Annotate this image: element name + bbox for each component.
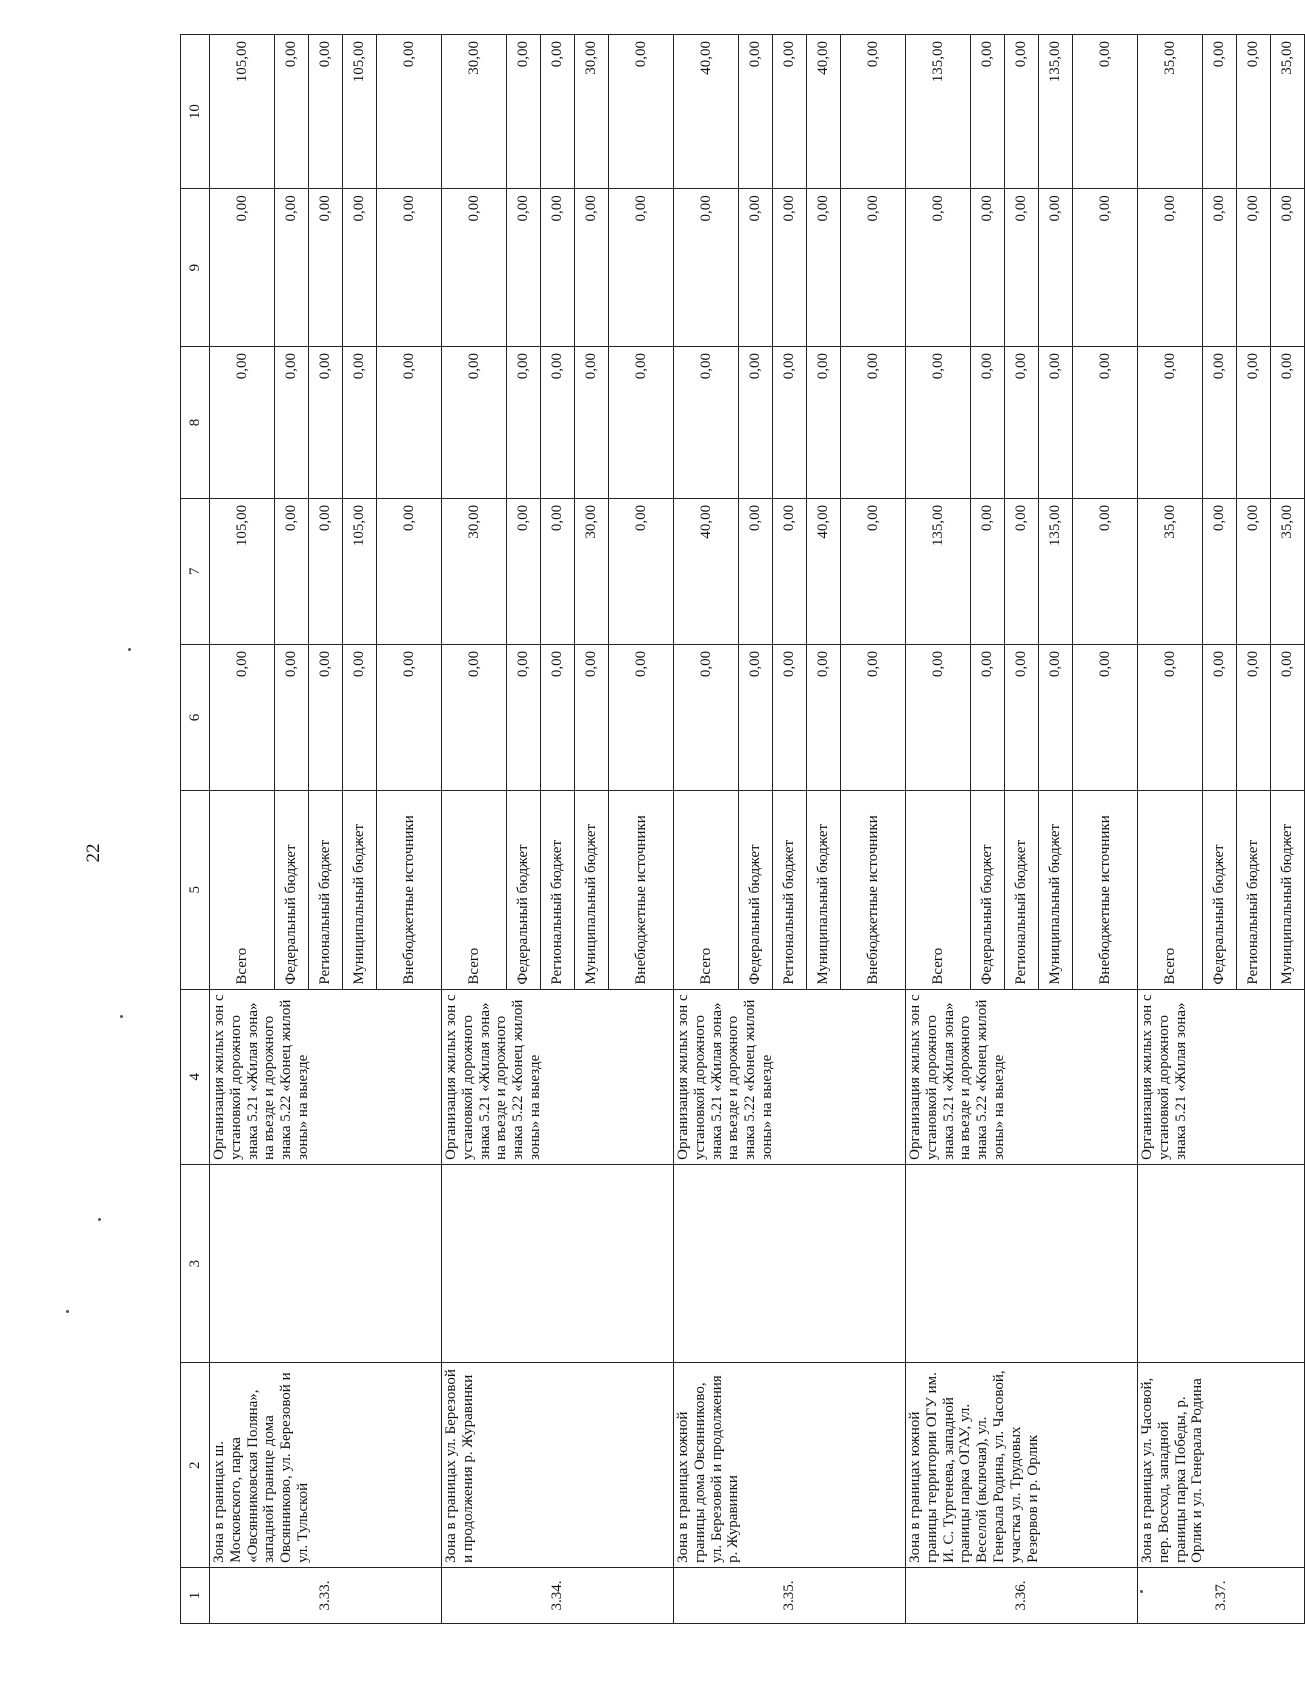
table-body (210, 35, 1305, 1624)
header-cell: 1 (181, 1567, 210, 1623)
table-row (210, 35, 275, 1624)
amount-cell: 135,00 (1039, 498, 1073, 644)
amount-cell: 0,00 (773, 189, 807, 347)
amount-cell: 0,00 (841, 347, 906, 499)
column-3-cell (1138, 1164, 1305, 1363)
section-code-cell: 3.35. (674, 1567, 906, 1623)
amount-cell: 0,00 (1237, 189, 1271, 347)
header-cell: 7 (181, 498, 210, 644)
amount-cell: 0,00 (309, 347, 343, 499)
amount-cell: 0,00 (1005, 35, 1039, 189)
amount-cell: 0,00 (739, 347, 773, 499)
funding-source-cell: Региональный бюджет (541, 790, 575, 989)
amount-cell: 0,00 (807, 644, 841, 790)
section-code-cell: 3.34. (442, 1567, 674, 1623)
funding-source-cell: Региональный бюджет (1237, 790, 1271, 989)
zone-description-cell: Зона в границах ул. Березовой и продолжения р. Журавинки (442, 1363, 674, 1567)
amount-cell: 0,00 (1203, 35, 1237, 189)
amount-cell: 105,00 (343, 35, 377, 189)
funding-source-cell: Всего (674, 790, 739, 989)
scan-speck (98, 1218, 101, 1221)
amount-cell: 0,00 (674, 189, 739, 347)
header-cell: 4 (181, 989, 210, 1164)
amount-cell: 135,00 (906, 35, 971, 189)
amount-cell: 0,00 (210, 644, 275, 790)
header-cell: 5 (181, 790, 210, 989)
amount-cell: 0,00 (1237, 498, 1271, 644)
funding-source-cell: Муниципальный бюджет (1039, 790, 1073, 989)
table-row (906, 35, 971, 1624)
amount-cell: 0,00 (343, 347, 377, 499)
amount-cell: 0,00 (442, 347, 507, 499)
amount-cell: 40,00 (807, 35, 841, 189)
amount-cell: 0,00 (275, 189, 309, 347)
amount-cell: 0,00 (739, 498, 773, 644)
measure-description-cell: Организация жилых зон с установкой дорожного знака 5.21 «Жилая зона» на въезде и дорожного знака 5.22 «Конец жилой зоны» на выезде (210, 989, 442, 1164)
amount-cell: 0,00 (971, 347, 1005, 499)
funding-source-cell: Федеральный бюджет (507, 790, 541, 989)
amount-cell: 0,00 (541, 498, 575, 644)
rotated-table-container (180, 34, 1296, 1624)
amount-cell: 0,00 (1039, 644, 1073, 790)
amount-cell: 0,00 (343, 189, 377, 347)
table-row (1138, 35, 1203, 1624)
amount-cell: 0,00 (609, 189, 674, 347)
amount-cell: 0,00 (1005, 644, 1039, 790)
column-3-cell (442, 1164, 674, 1363)
amount-cell: 0,00 (210, 347, 275, 499)
amount-cell: 0,00 (739, 35, 773, 189)
amount-cell: 35,00 (1271, 498, 1305, 644)
amount-cell: 0,00 (1271, 189, 1305, 347)
amount-cell: 35,00 (1138, 498, 1203, 644)
amount-cell: 0,00 (507, 644, 541, 790)
scan-speck (120, 1015, 123, 1018)
amount-cell: 0,00 (1203, 347, 1237, 499)
amount-cell: 0,00 (841, 35, 906, 189)
amount-cell: 0,00 (210, 189, 275, 347)
amount-cell: 40,00 (674, 498, 739, 644)
amount-cell: 0,00 (1073, 498, 1138, 644)
table-row (674, 35, 739, 1624)
amount-cell: 0,00 (1203, 498, 1237, 644)
amount-cell: 35,00 (1271, 35, 1305, 189)
amount-cell: 0,00 (377, 498, 442, 644)
header-cell: 10 (181, 35, 210, 189)
amount-cell: 0,00 (609, 347, 674, 499)
funding-source-cell: Муниципальный бюджет (807, 790, 841, 989)
header-cell: 6 (181, 644, 210, 790)
amount-cell: 0,00 (442, 644, 507, 790)
amount-cell: 0,00 (541, 644, 575, 790)
amount-cell: 0,00 (1005, 189, 1039, 347)
amount-cell: 135,00 (1039, 35, 1073, 189)
amount-cell: 0,00 (1203, 644, 1237, 790)
amount-cell: 30,00 (442, 498, 507, 644)
amount-cell: 30,00 (575, 498, 609, 644)
amount-cell: 0,00 (575, 347, 609, 499)
amount-cell: 0,00 (609, 35, 674, 189)
measure-description-cell: Организация жилых зон с установкой дорожного знака 5.21 «Жилая зона» на въезде и дорожного знака 5.22 «Конец жилой зоны» на выезде (906, 989, 1138, 1164)
amount-cell: 0,00 (541, 35, 575, 189)
amount-cell: 0,00 (841, 189, 906, 347)
amount-cell: 0,00 (906, 347, 971, 499)
funding-source-cell: Федеральный бюджет (1203, 790, 1237, 989)
amount-cell: 0,00 (841, 498, 906, 644)
amount-cell: 0,00 (739, 644, 773, 790)
funding-source-cell: Муниципальный бюджет (575, 790, 609, 989)
page-number: 22 (83, 843, 104, 863)
amount-cell: 0,00 (343, 644, 377, 790)
amount-cell: 0,00 (1039, 347, 1073, 499)
amount-cell: 0,00 (609, 644, 674, 790)
amount-cell: 105,00 (343, 498, 377, 644)
header-row (181, 35, 210, 1624)
funding-source-cell: Всего (442, 790, 507, 989)
amount-cell: 40,00 (674, 35, 739, 189)
funding-source-cell: Всего (210, 790, 275, 989)
amount-cell: 0,00 (377, 644, 442, 790)
amount-cell: 0,00 (906, 644, 971, 790)
amount-cell: 135,00 (906, 498, 971, 644)
amount-cell: 0,00 (1073, 189, 1138, 347)
column-3-cell (674, 1164, 906, 1363)
funding-source-cell: Внебюджетные источники (1073, 790, 1138, 989)
amount-cell: 0,00 (773, 498, 807, 644)
amount-cell: 0,00 (807, 189, 841, 347)
amount-cell: 0,00 (971, 644, 1005, 790)
header-cell: 8 (181, 347, 210, 499)
amount-cell: 0,00 (309, 644, 343, 790)
amount-cell: 0,00 (773, 35, 807, 189)
amount-cell: 0,00 (575, 644, 609, 790)
funding-source-cell: Муниципальный бюджет (1271, 790, 1305, 989)
amount-cell: 0,00 (1005, 498, 1039, 644)
funding-source-cell: Внебюджетные источники (841, 790, 906, 989)
scan-speck (128, 648, 131, 651)
section-code-cell: 3.37. (1138, 1567, 1305, 1623)
amount-cell: 30,00 (575, 35, 609, 189)
amount-cell: 0,00 (1073, 644, 1138, 790)
funding-source-cell: Региональный бюджет (773, 790, 807, 989)
amount-cell: 0,00 (841, 644, 906, 790)
amount-cell: 0,00 (507, 347, 541, 499)
amount-cell: 0,00 (739, 189, 773, 347)
funding-source-cell: Внебюджетные источники (609, 790, 674, 989)
amount-cell: 0,00 (309, 498, 343, 644)
scan-speck (1140, 1590, 1143, 1593)
amount-cell: 0,00 (377, 347, 442, 499)
funding-source-cell: Федеральный бюджет (275, 790, 309, 989)
amount-cell: 0,00 (1138, 644, 1203, 790)
amount-cell: 0,00 (971, 189, 1005, 347)
amount-cell: 30,00 (442, 35, 507, 189)
amount-cell: 0,00 (971, 498, 1005, 644)
funding-source-cell: Всего (1138, 790, 1203, 989)
amount-cell: 0,00 (1005, 347, 1039, 499)
amount-cell: 0,00 (773, 644, 807, 790)
amount-cell: 0,00 (275, 35, 309, 189)
amount-cell: 35,00 (1138, 35, 1203, 189)
column-3-cell (906, 1164, 1138, 1363)
amount-cell: 0,00 (507, 498, 541, 644)
funding-source-cell: Внебюджетные источники (377, 790, 442, 989)
amount-cell: 0,00 (309, 189, 343, 347)
amount-cell: 0,00 (1039, 189, 1073, 347)
amount-cell: 0,00 (1271, 347, 1305, 499)
section-code-cell: 3.33. (210, 1567, 442, 1623)
zone-description-cell: Зона в границах южной границы дома Овсянниково, ул. Березовой и продолжения р. Журавинки (674, 1363, 906, 1567)
measure-description-cell: Организация жилых зон с установкой дорожного знака 5.21 «Жилая зона» на въезде и дорожного знака 5.22 «Конец жилой зоны» на выезде (442, 989, 674, 1164)
amount-cell: 0,00 (507, 35, 541, 189)
funding-source-cell: Всего (906, 790, 971, 989)
amount-cell: 0,00 (507, 189, 541, 347)
amount-cell: 0,00 (1073, 347, 1138, 499)
amount-cell: 0,00 (807, 347, 841, 499)
amount-cell: 0,00 (309, 35, 343, 189)
amount-cell: 0,00 (674, 347, 739, 499)
measure-description-cell: Организация жилых зон с установкой дорожного знака 5.21 «Жилая зона» (1138, 989, 1305, 1164)
amount-cell: 0,00 (275, 498, 309, 644)
funding-source-cell: Муниципальный бюджет (343, 790, 377, 989)
amount-cell: 0,00 (609, 498, 674, 644)
budget-table (180, 34, 1305, 1624)
amount-cell: 0,00 (275, 644, 309, 790)
amount-cell: 0,00 (773, 347, 807, 499)
amount-cell: 0,00 (674, 644, 739, 790)
funding-source-cell: Региональный бюджет (309, 790, 343, 989)
amount-cell: 0,00 (1237, 644, 1271, 790)
zone-description-cell: Зона в границах ул. Часовой, пер. Восход, западной границы парка Победы, р. Орлик и ул. Генерала Родина (1138, 1363, 1305, 1567)
amount-cell: 0,00 (377, 189, 442, 347)
scan-speck (66, 1310, 69, 1313)
amount-cell: 0,00 (906, 189, 971, 347)
amount-cell: 0,00 (1237, 347, 1271, 499)
table-row (442, 35, 507, 1624)
amount-cell: 0,00 (1073, 35, 1138, 189)
header-cell: 2 (181, 1363, 210, 1567)
amount-cell: 0,00 (541, 347, 575, 499)
amount-cell: 0,00 (575, 189, 609, 347)
amount-cell: 105,00 (210, 498, 275, 644)
amount-cell: 40,00 (807, 498, 841, 644)
header-cell: 9 (181, 189, 210, 347)
column-3-cell (210, 1164, 442, 1363)
amount-cell: 0,00 (275, 347, 309, 499)
amount-cell: 0,00 (541, 189, 575, 347)
amount-cell: 0,00 (1138, 189, 1203, 347)
measure-description-cell: Организация жилых зон с установкой дорожного знака 5.21 «Жилая зона» на въезде и дорожного знака 5.22 «Конец жилой зоны» на выезде (674, 989, 906, 1164)
header-cell: 3 (181, 1164, 210, 1363)
section-code-cell: 3.36. (906, 1567, 1138, 1623)
amount-cell: 0,00 (377, 35, 442, 189)
amount-cell: 0,00 (971, 35, 1005, 189)
amount-cell: 0,00 (1138, 347, 1203, 499)
zone-description-cell: Зона в границах южной границы территории ОГУ им. И. С. Тургенева, западной границы парка ОГАУ, ул. Веселой (включая), ул. Генерала Родина, ул. Часовой, участка ул. Трудовых Резервов и р. Орлик (906, 1363, 1138, 1567)
amount-cell: 0,00 (442, 189, 507, 347)
funding-source-cell: Региональный бюджет (1005, 790, 1039, 989)
amount-cell: 0,00 (1203, 189, 1237, 347)
amount-cell: 0,00 (1237, 35, 1271, 189)
amount-cell: 105,00 (210, 35, 275, 189)
funding-source-cell: Федеральный бюджет (739, 790, 773, 989)
amount-cell: 0,00 (1271, 644, 1305, 790)
funding-source-cell: Федеральный бюджет (971, 790, 1005, 989)
zone-description-cell: Зона в границах ш. Московского, парка «Овсянниковская Поляна», западной границе дома Овсянниково, ул. Березовой и ул. Тульской (210, 1363, 442, 1567)
